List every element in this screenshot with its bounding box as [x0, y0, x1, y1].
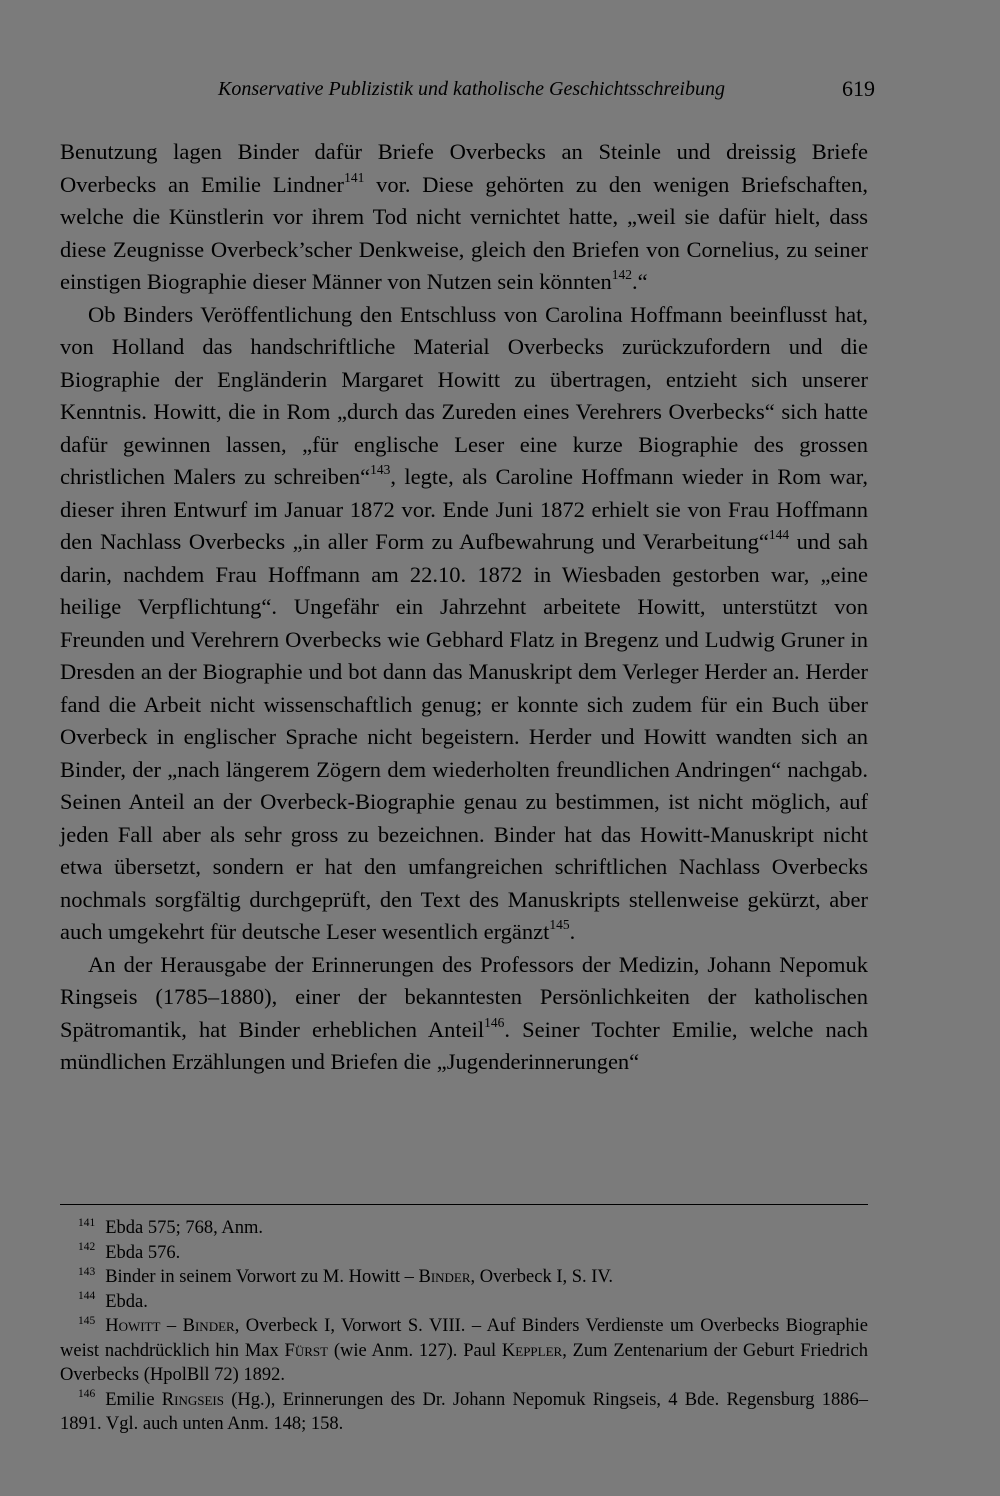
footnote-145: [60, 1314, 868, 1388]
footnote-ref-144: 144: [768, 526, 790, 542]
footnote-text: (wie Anm. 127). Paul: [328, 1340, 502, 1361]
text-run: und sah darin, nachdem Frau Hoffmann am 22.10. 1872 in Wiesbaden gestorben war, „eine heilige Verpflichtung“. Ungefähr ein Jahrzehnt arbeitete Howitt, unterstützt von Freunden und Verehrern Overbecks wie Gebhard Flatz in Bregenz und Ludwig Gruner in Dresden an der Biographie und bot dann das Manuskript dem Verleger Herder an. Herder fand die Arbeit nicht wissenschaftlich genug; er konnte sich zudem für ein Buch über Overbeck in englischer Sprache nicht begeistern. Herder und Howitt wandten sich an Binder, der „nach längerem Zögern dem wiederholten freundlichen Andringen“ nachgab. Seinen Anteil an der Overbeck-Biographie genau zu bestimmen, ist nicht möglich, auf jeden Fall aber als sehr gross zu bezeichnen. Binder hat das Howitt-Manuskript nicht etwa übersetzt, sondern er hat den umfangreichen schriftlichen Nachlass Overbecks nochmals sorgfältig durchgeprüft, den Text des Manuskripts stellenweise gekürzt, aber auch umgekehrt für deutsche Leser wesentlich ergänzt: [60, 529, 868, 944]
text-run: An der Herausgabe der Erinnerungen des Professors der Medizin, Johann Nepomuk Ringseis (1785–1880), einer der bekanntesten Persönlichkeiten der katholischen Spätromantik, hat Binder erheblichen Anteil: [60, 951, 868, 1042]
footnote-143: [60, 1265, 868, 1290]
text-run: . Seiner Tochter Emilie, welche nach mündlichen Erzählungen und Briefen die „Jugenderinnerungen“: [60, 1016, 868, 1074]
footnote-ref-145: 145: [549, 916, 570, 932]
paragraph-2: [60, 299, 868, 949]
text-run: , legte, als Caroline Hoffmann wieder in Rom war, dieser ihren Entwurf im Januar 1872 vor. Ende Juni 1872 erhielt sie von Frau Hoffmann den Nachlass Overbecks „in aller Form zu Aufbewahrung und Verarbeitung“: [60, 464, 868, 554]
footnote-ref-143: 143: [370, 461, 391, 477]
footnote-number: 144: [78, 1290, 96, 1303]
footnote-text: Ebda.: [105, 1291, 148, 1312]
footnote-text: Ebda 576.: [105, 1242, 181, 1263]
footnote-number: 146: [78, 1388, 96, 1401]
footnote-146: [60, 1388, 868, 1437]
footnote-text: –: [160, 1316, 183, 1336]
footnote-text: (Hg.), Erinnerungen des Dr. Johann Nepomuk Ringseis, 4 Bde. Regensburg 1886–1891. Vgl. auch unten Anm. 148; 158.: [60, 1389, 869, 1434]
footnote-number: 143: [78, 1265, 96, 1278]
footnote-text: , Overbeck I, Vorwort S. VIII. – Auf Binders Verdienste um Overbecks Biographie weist nachdrücklich hin Max: [60, 1316, 868, 1361]
author-name: Fürst: [284, 1340, 329, 1361]
footnote-141: [60, 1216, 868, 1241]
footnote-number: 142: [78, 1241, 96, 1254]
author-name: Binder: [418, 1267, 471, 1287]
footnote-number: 141: [78, 1216, 96, 1229]
footnote-ref-141: 141: [344, 169, 365, 185]
text-run: .: [569, 919, 576, 944]
footnote-text: Ebda 575; 768, Anm.: [105, 1218, 263, 1238]
author-name: Binder: [182, 1316, 235, 1336]
author-name: Ringseis: [161, 1389, 224, 1410]
running-title: Konservative Publizistik und katholische Geschichtsschreibung: [218, 78, 725, 100]
footnote-text: Emilie: [105, 1389, 162, 1410]
footnote-divider: [60, 1204, 868, 1205]
footnote-ref-146: 146: [484, 1014, 505, 1030]
text-run: vor. Diese gehörten zu den wenigen Briefschaften, welche die Künstlerin vor ihrem Tod nicht vernichtet hatte, „weil sie dafür hielt, dass diese Zeugnisse Overbeck’scher Denkweise, gleich den Briefen von Cornelius, zu seiner einstigen Biographie dieser Männer von Nutzen sein könnten: [60, 171, 868, 294]
footnote-text: Binder in seinem Vorwort zu M. Howitt –: [105, 1267, 419, 1287]
paragraph-3: [60, 949, 868, 1079]
text-run: .“: [631, 269, 648, 294]
text-run: Ob Binders Veröffentlichung den Entschluss von Carolina Hoffmann beeinflusst hat, von Holland das handschriftliche Material Overbecks zurückzufordern und die Biographie der Engländerin Margaret Howitt zu übertragen, entzieht sich unserer Kenntnis. Howitt, die in Rom „durch das Zureden eines Verehrers Overbecks“ sich hatte dafür gewinnen lassen, „für englische Leser eine kurze Biographie des grossen christlichen Malers zu schreiben“: [60, 301, 868, 489]
page-number: 619: [842, 76, 875, 101]
page-header: [60, 74, 875, 110]
author-name: Howitt: [105, 1316, 161, 1336]
footnote-142: [60, 1241, 868, 1266]
footnote-144: [60, 1290, 868, 1315]
footnote-text: , Overbeck I, S. IV.: [470, 1267, 614, 1287]
footnote-number: 145: [78, 1314, 96, 1327]
author-name: Keppler: [501, 1340, 563, 1361]
footnote-text: , Zum Zentenarium der Geburt Friedrich Overbecks (HpolBll 72) 1892.: [60, 1340, 869, 1385]
footnotes: [60, 1216, 868, 1437]
paragraph-1: [60, 136, 868, 299]
main-text: [60, 136, 868, 1079]
footnote-ref-142: 142: [611, 266, 632, 282]
text-run: Benutzung lagen Binder dafür Briefe Overbecks an Steinle und dreissig Briefe Overbecks an Emilie Lindner: [60, 139, 868, 197]
